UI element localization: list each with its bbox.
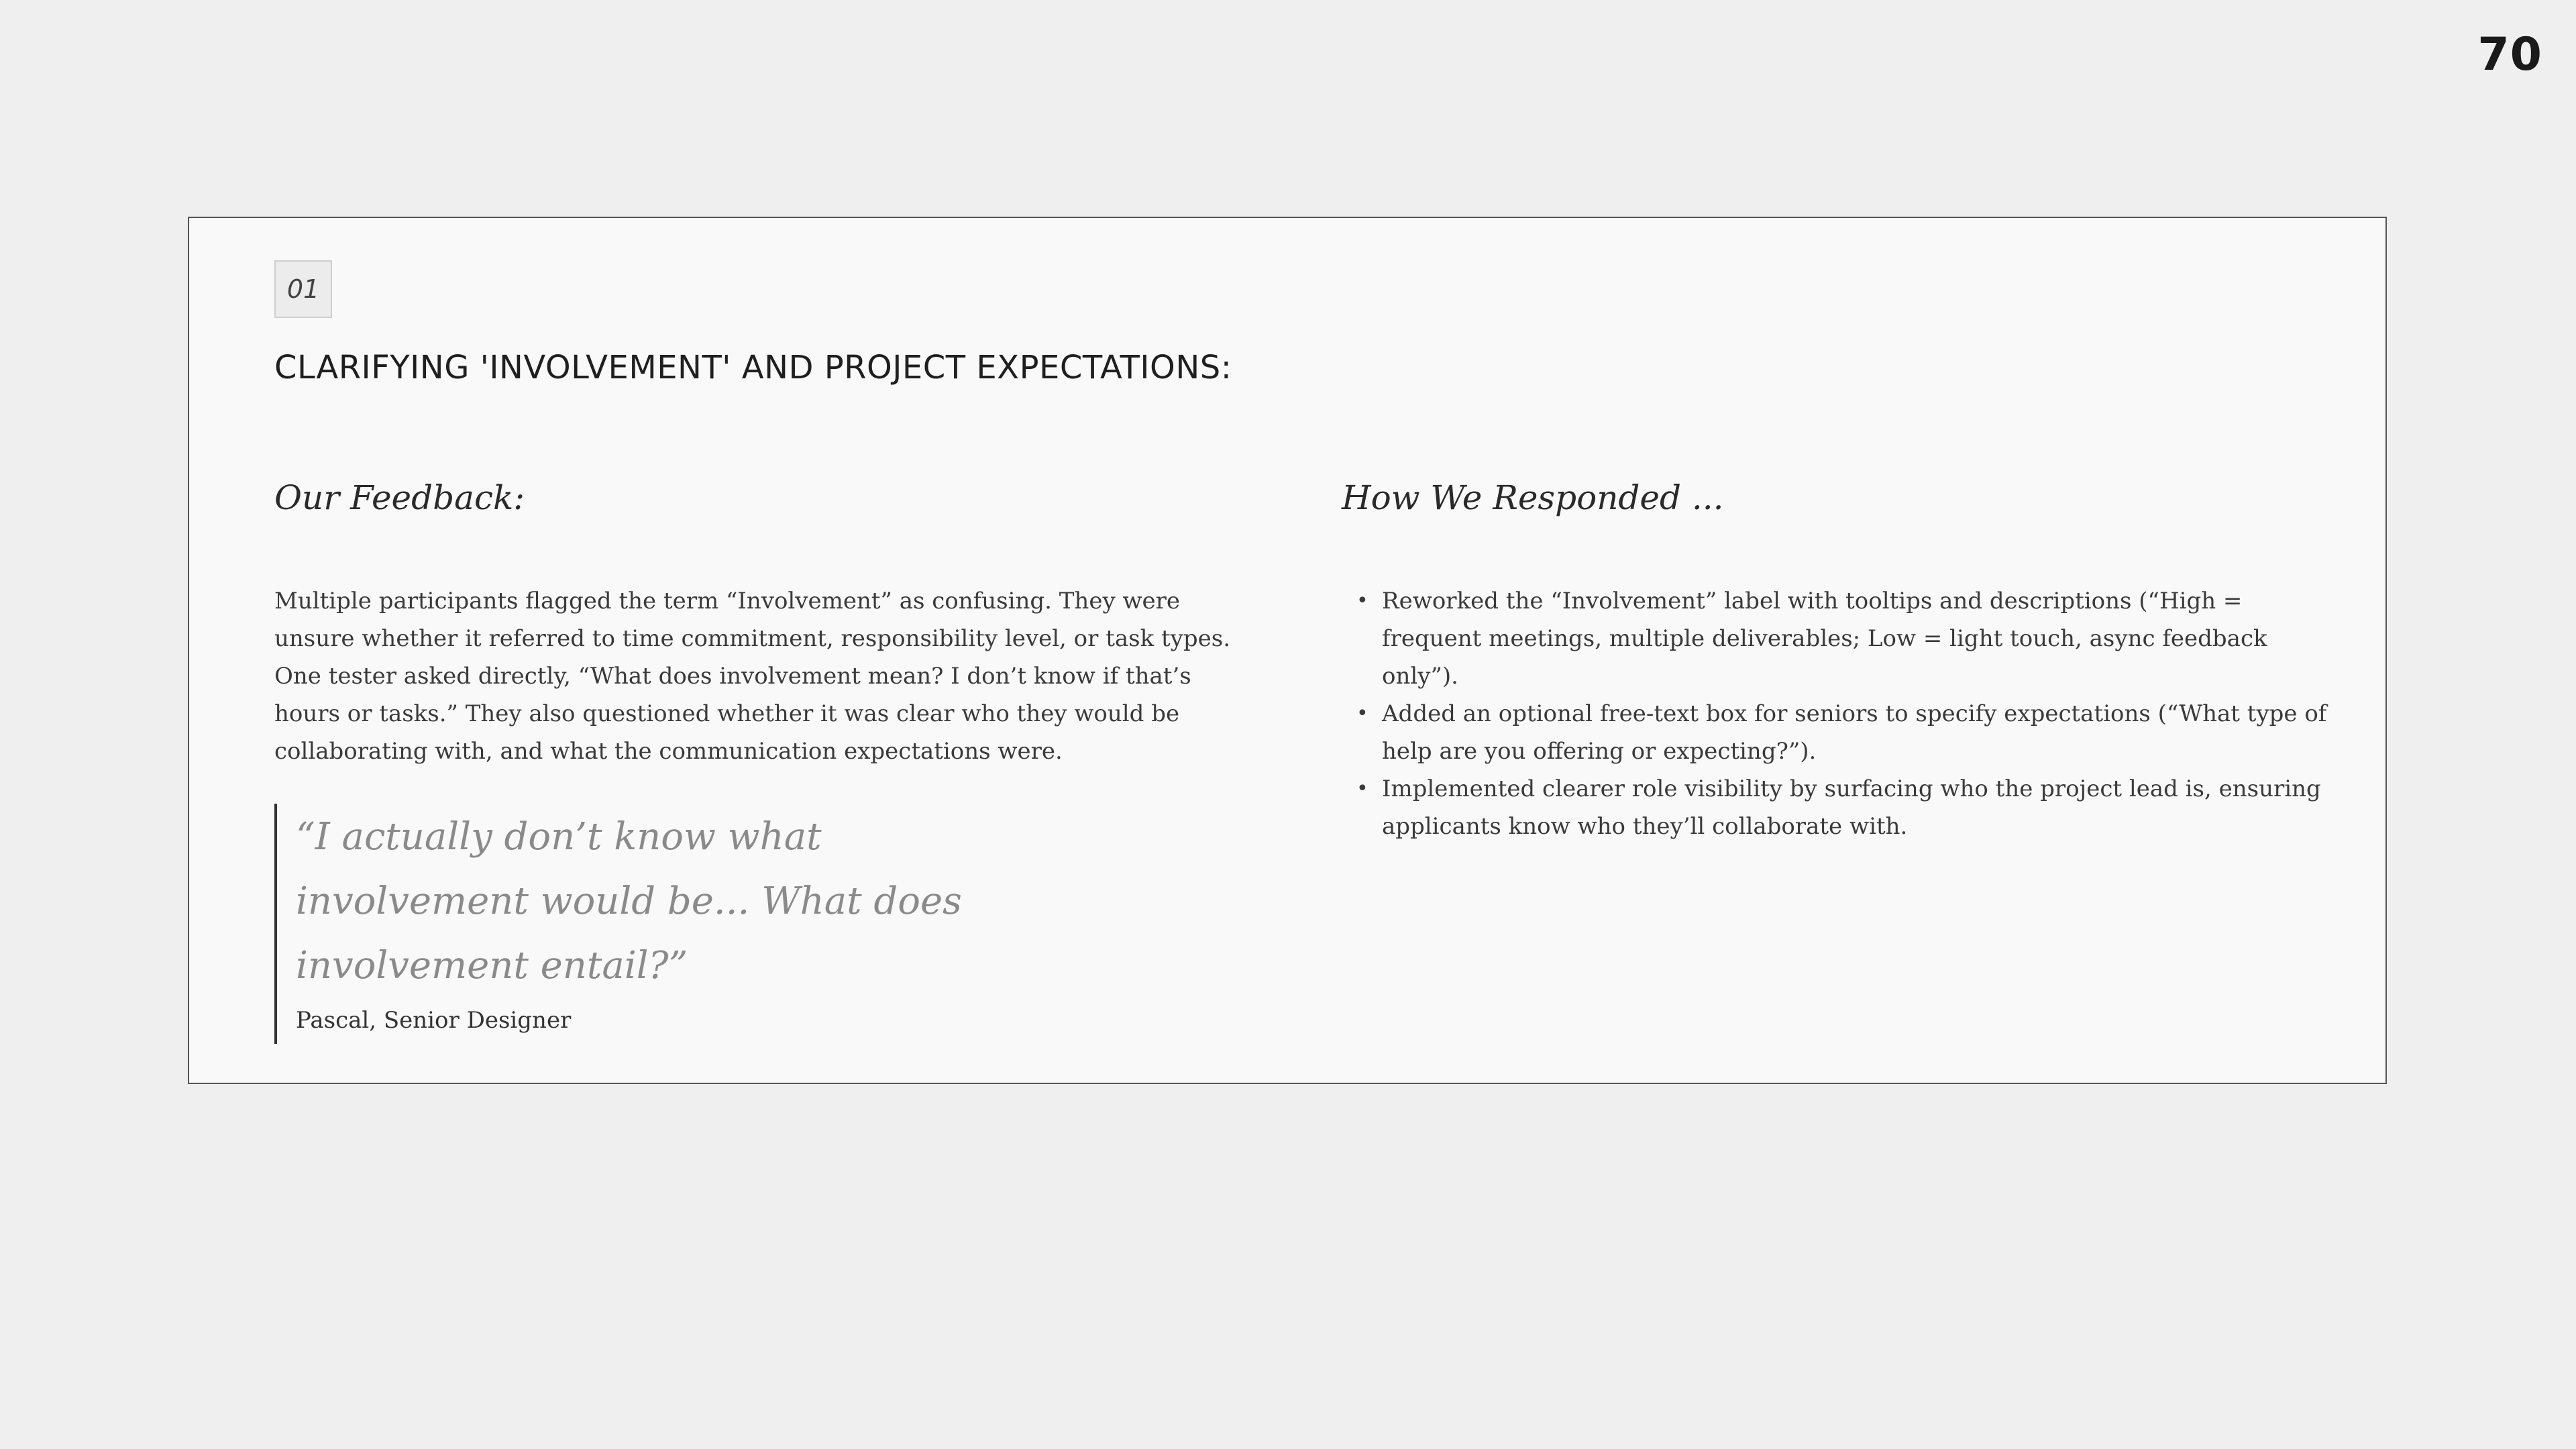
- feedback-heading: Our Feedback:: [274, 478, 525, 517]
- response-item: [1342, 695, 2334, 770]
- quote-author: Pascal, Senior Designer: [296, 1007, 572, 1034]
- quote-text: “I actually don’t know what involvement would be... What does involvement entail?”: [296, 815, 962, 987]
- feedback-body: Multiple participants flagged the term “Involvement” as confusing. They were unsure whether it referred to time commitment, responsibility level, or task types. One tester asked directly, “What does involvement mean? I don’t know if that’s hours or tasks.” They also questioned whether it was clear who they would be collaborating with, and what the communication expectations were.: [274, 588, 1231, 765]
- response-item-text: Implemented clearer role visibility by surfacing who the project lead is, ensuring applicants know who they’ll collaborate with.: [1382, 775, 2321, 840]
- response-item-text: Added an optional free-text box for seniors to specify expectations (“What type of help are you offering or expecting?”).: [1382, 700, 2327, 765]
- bullet-icon: •: [1356, 589, 1368, 612]
- bullet-icon: •: [1356, 702, 1368, 725]
- bullet-icon: •: [1356, 777, 1368, 800]
- response-item: [1342, 582, 2334, 695]
- response-list: [1342, 582, 2334, 845]
- page-number: 70: [2477, 28, 2542, 81]
- feedback-card: [188, 217, 2387, 1084]
- section-number-badge: 01: [274, 260, 332, 318]
- response-item: [1342, 770, 2334, 845]
- response-item-text: Reworked the “Involvement” label with tooltips and descriptions (“High = frequent meetings, multiple deliverables; Low = light touch, async feedback only”).: [1382, 588, 2267, 690]
- participant-quote: [274, 804, 1012, 1044]
- response-heading: How We Responded ...: [1342, 478, 1724, 517]
- section-title: CLARIFYING 'INVOLVEMENT' AND PROJECT EXPECTATIONS:: [274, 349, 1232, 386]
